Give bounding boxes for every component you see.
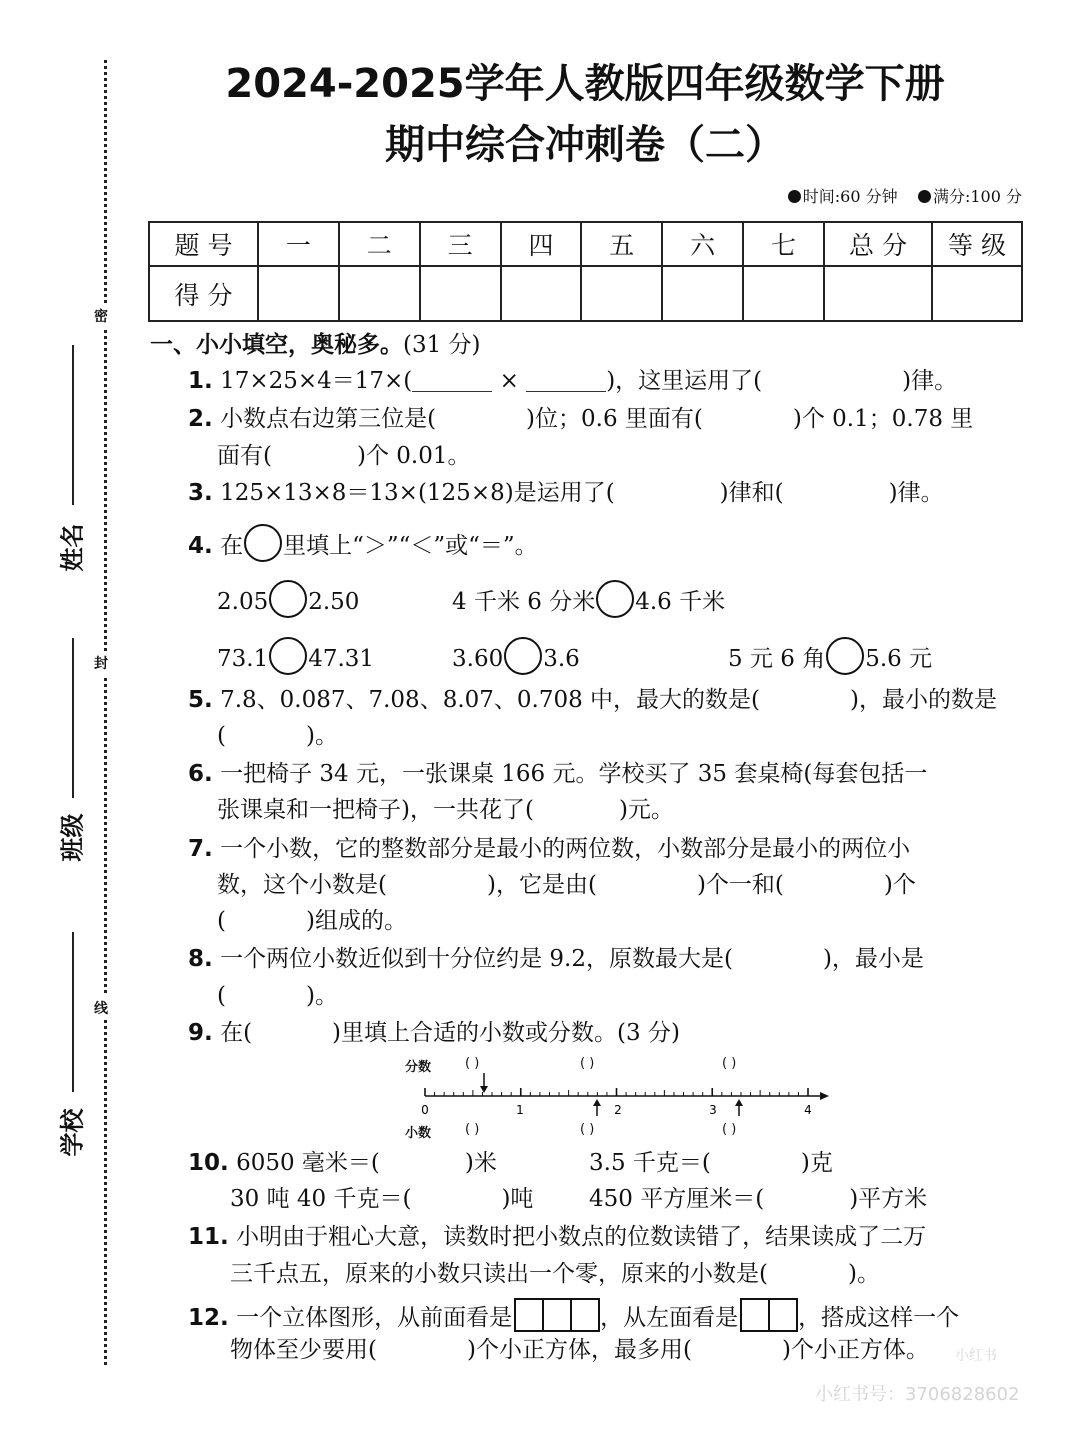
- seal-char-mi: 密: [94, 304, 108, 328]
- question-11: 11. 小明由于粗心大意，读数时把小数点的位数读错了，结果读成了二万: [188, 1224, 927, 1250]
- question-7: 7. 一个小数，它的整数部分是最小的两位数，小数部分是最小的两位小: [188, 836, 911, 862]
- section-1-heading: [150, 330, 481, 360]
- question-12: 12. 一个立体图形，从前面看是 ，从左面看是 ，搭成这样一个: [188, 1298, 959, 1333]
- score-row-label: 得 分: [149, 266, 258, 321]
- compare-circle[interactable]: [596, 580, 634, 618]
- score-header-cell: 总 分: [824, 222, 932, 266]
- question-6-line2: 张课桌和一把椅子)，一共花了( )元。: [217, 797, 674, 823]
- question-10: 10. 6050 毫米＝( )米: [188, 1150, 497, 1176]
- compare-item: 3.60 3.6: [452, 637, 580, 675]
- tick-label: 1: [516, 1103, 524, 1117]
- seal-char-xian: 线: [94, 996, 108, 1020]
- tick-label: 0: [421, 1103, 429, 1117]
- compare-item: 2.05 2.50: [217, 580, 359, 618]
- decimal-answer-1[interactable]: ( ): [465, 1122, 480, 1137]
- question-11-line2: 三千点五，原来的小数只读出一个零，原来的小数是( )。: [230, 1261, 880, 1287]
- score-header-cell: 五: [581, 222, 662, 266]
- question-4: 4. 在 里填上“＞”“＜”或“＝”。: [188, 524, 538, 562]
- score-cell[interactable]: [743, 266, 824, 321]
- name-label: 姓名: [58, 523, 87, 572]
- pointer-arrow-up-icon: [593, 1099, 601, 1116]
- compare-circle[interactable]: [504, 637, 542, 675]
- number-line: [415, 1068, 835, 1118]
- compare-circle[interactable]: [826, 637, 864, 675]
- seal-char-feng: 封: [94, 651, 108, 675]
- decimal-answer-3[interactable]: ( ): [722, 1122, 737, 1137]
- question-12-line2: 物体至少要用( )个小正方体，最多用( )个小正方体。: [230, 1337, 929, 1363]
- question-7-line3: ( )组成的。: [217, 908, 407, 934]
- score-cell[interactable]: [339, 266, 420, 321]
- question-9: 9. 在( )里填上合适的小数或分数。(3 分): [188, 1020, 680, 1046]
- check-circle-icon: [918, 190, 931, 203]
- pointer-arrow-down-icon: [480, 1073, 488, 1093]
- question-5-line2: ( )。: [217, 723, 338, 749]
- question-5: 5. 7.8、0.087、7.08、8.07、0.708 中，最大的数是( )，最小的数是: [188, 687, 998, 713]
- watermark-corner: 小红书: [955, 1348, 997, 1364]
- score-cell[interactable]: [581, 266, 662, 321]
- fraction-label: 分数: [405, 1060, 432, 1075]
- answer-blank[interactable]: [526, 367, 606, 392]
- left-view-squares-icon: [742, 1305, 798, 1331]
- question-1: 1. 17×25×4＝17×( × )，这里运用了( )律。: [188, 368, 958, 394]
- class-blank-line[interactable]: [72, 638, 74, 798]
- class-label: 班级: [58, 813, 87, 862]
- page-subtitle: 期中综合冲刺卷（二）: [385, 122, 785, 168]
- score-cell[interactable]: [420, 266, 501, 321]
- time-limit: 时间:60 分钟: [802, 187, 898, 206]
- tick-label: 4: [804, 1103, 812, 1117]
- score-cell[interactable]: [824, 266, 932, 321]
- question-6: 6. 一把椅子 34 元，一张课桌 166 元。学校买了 35 套桌椅(每套包括一: [188, 761, 928, 787]
- question-2-line2: 面有( )个 0.01。: [217, 443, 471, 469]
- fraction-answer-3[interactable]: ( ): [722, 1056, 737, 1071]
- tick-label: 3: [709, 1103, 717, 1117]
- question-3: 3. 125×13×8＝13×(125×8)是运用了( )律和( )律。: [188, 480, 944, 506]
- school-blank-line[interactable]: [72, 932, 74, 1092]
- decimal-answer-2[interactable]: ( ): [580, 1122, 595, 1137]
- question-10-c: 30 吨 40 千克＝( )吨: [230, 1186, 534, 1212]
- decimal-label: 小数: [405, 1126, 432, 1141]
- section-1-points: (31 分): [403, 332, 481, 358]
- front-view-squares-icon: [516, 1305, 600, 1331]
- score-table: [148, 221, 1023, 322]
- score-header-cell: 六: [662, 222, 743, 266]
- score-header-cell: 三: [420, 222, 501, 266]
- score-cell[interactable]: [932, 266, 1022, 321]
- number-line-arrow-icon: [820, 1092, 829, 1100]
- score-header-cell: 题 号: [149, 222, 258, 266]
- fraction-answer-1[interactable]: ( ): [465, 1056, 480, 1071]
- compare-item: 5 元 6 角 5.6 元: [728, 637, 932, 675]
- section-1-title: 一、小小填空，奥秘多。: [150, 332, 403, 358]
- question-8: 8. 一个两位小数近似到十分位约是 9.2，原数最大是( )，最小是: [188, 946, 924, 972]
- question-2: 2. 小数点右边第三位是( )位；0.6 里面有( )个 0.1；0.78 里: [188, 406, 974, 432]
- compare-circle[interactable]: [269, 637, 307, 675]
- compare-item: 4 千米 6 分米 4.6 千米: [452, 580, 725, 618]
- exam-meta: [788, 184, 1022, 207]
- score-header-cell: 等 级: [932, 222, 1022, 266]
- compare-circle[interactable]: [269, 580, 307, 618]
- pointer-arrow-up-icon: [735, 1099, 743, 1116]
- full-score: 满分:100 分: [932, 187, 1022, 206]
- score-header-cell: 四: [501, 222, 582, 266]
- page-title: 2024-2025学年人教版四年级数学下册: [225, 61, 945, 107]
- school-label: 学校: [58, 1108, 87, 1157]
- score-header-cell: 七: [743, 222, 824, 266]
- score-header-cell: 二: [339, 222, 420, 266]
- question-7-line2: 数，这个小数是( )，它是由( )个一和( )个: [217, 872, 916, 898]
- question-10-b: 3.5 千克＝( )克: [589, 1150, 833, 1176]
- tick-label: 2: [614, 1103, 622, 1117]
- clock-icon: [788, 190, 801, 203]
- compare-circle-icon: [244, 524, 282, 562]
- question-10-d: 450 平方厘米＝( )平方米: [589, 1186, 928, 1212]
- score-cell[interactable]: [662, 266, 743, 321]
- name-blank-line[interactable]: [72, 345, 74, 505]
- score-cell[interactable]: [258, 266, 339, 321]
- answer-blank[interactable]: [412, 367, 492, 392]
- score-header-cell: 一: [258, 222, 339, 266]
- compare-item: 73.1 47.31: [217, 637, 374, 675]
- fraction-answer-2[interactable]: ( ): [580, 1056, 595, 1071]
- binding-dotted-line: [104, 60, 107, 1365]
- watermark: 小红书号：3706828602: [815, 1384, 1020, 1405]
- score-cell[interactable]: [501, 266, 582, 321]
- question-8-line2: ( )。: [217, 983, 338, 1009]
